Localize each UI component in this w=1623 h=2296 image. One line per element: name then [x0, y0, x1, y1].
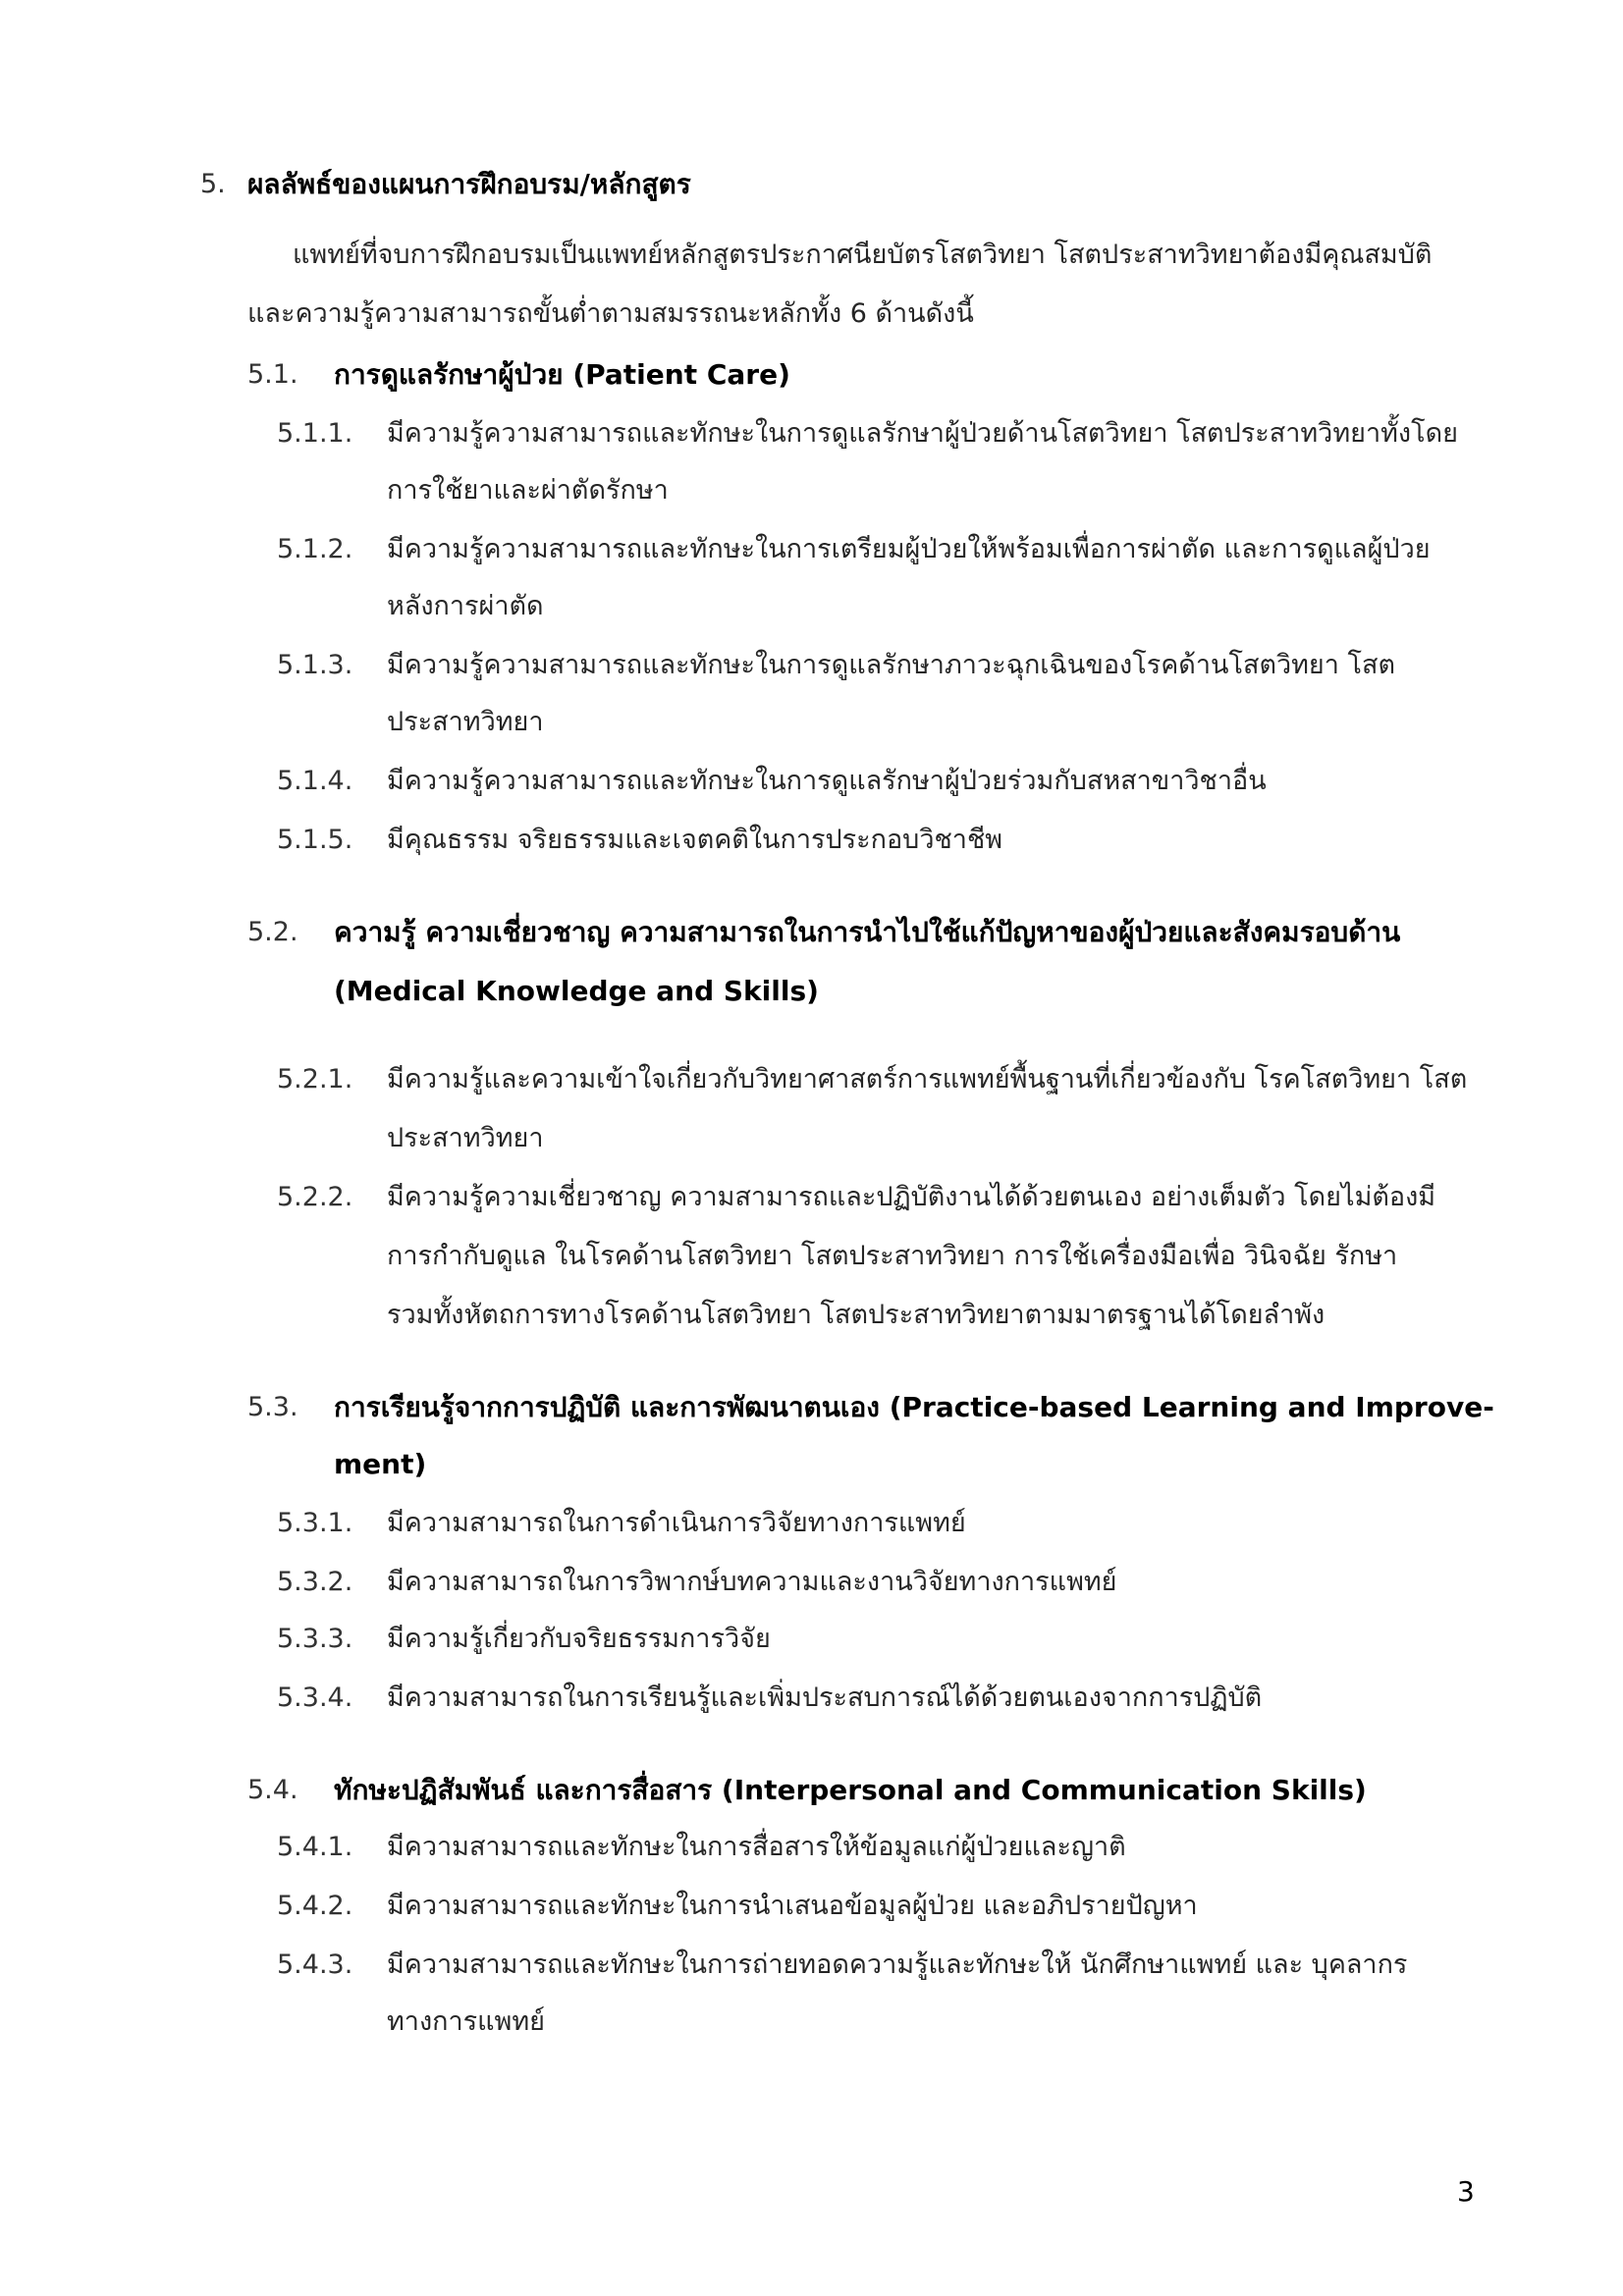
- item-5-1-3-number: 5.1.3.: [277, 650, 353, 680]
- item-5-1-1-text: มีความรู้ความสามารถและทักษะในการดูแลรักษาผู้ป่วยด้านโสตวิทยา โสตประสาทวิทยาทั้งโดย: [387, 418, 1458, 449]
- item-5-1-2-text: มีความรู้ความสามารถและทักษะในการเตรียมผู้ป่วยให้พร้อมเพื่อการผ่าตัด และการดูแลผู้ป่วย: [387, 534, 1431, 564]
- subsection-5-1-title: การดูแลรักษาผู้ป่วย (Patient Care): [334, 358, 790, 391]
- subsection-5-2-title-cont: (Medical Knowledge and Skills): [334, 975, 819, 1007]
- section-title: ผลลัพธ์ของแผนการฝึกอบรม/หลักสูตร: [247, 168, 691, 200]
- item-5-3-1-number: 5.3.1.: [277, 1508, 353, 1538]
- item-5-1-4-text: มีความรู้ความสามารถและทักษะในการดูแลรักษาผู้ป่วยร่วมกับสหสาขาวิชาอื่น: [387, 766, 1267, 796]
- item-5-2-1-text: มีความรู้และความเข้าใจเกี่ยวกับวิทยาศาสตร์การแพทย์พื้นฐานที่เกี่ยวข้องกับ โรคโสตวิทยา โสต: [387, 1064, 1468, 1095]
- item-5-4-3-text-cont: ทางการแพทย์: [387, 2006, 545, 2037]
- item-5-2-1-number: 5.2.1.: [277, 1064, 353, 1095]
- item-5-1-1-number: 5.1.1.: [277, 418, 353, 449]
- intro-paragraph-line-1: แพทย์ที่จบการฝึกอบรมเป็นแพทย์หลักสูตรประกาศนียบัตรโสตวิทยา โสตประสาทวิทยาต้องมีคุณสมบัติ: [293, 240, 1433, 270]
- item-5-1-2-text-cont: หลังการผ่าตัด: [387, 591, 544, 621]
- item-5-3-4-text: มีความสามารถในการเรียนรู้และเพิ่มประสบการณ์ได้ด้วยตนเองจากการปฏิบัติ: [387, 1682, 1263, 1713]
- subsection-5-1-number: 5.1.: [247, 359, 298, 390]
- item-5-4-3-number: 5.4.3.: [277, 1949, 353, 1980]
- subsection-5-4-title: ทักษะปฏิสัมพันธ์ และการสื่อสาร (Interpersonal and Communication Skills): [334, 1774, 1367, 1806]
- item-5-2-2-number: 5.2.2.: [277, 1182, 353, 1212]
- subsection-5-4-number: 5.4.: [247, 1775, 298, 1805]
- item-5-3-1-text: มีความสามารถในการดำเนินการวิจัยทางการแพทย์: [387, 1508, 966, 1538]
- item-5-3-2-text: มีความสามารถในการวิพากษ์บทความและงานวิจัยทางการแพทย์: [387, 1567, 1117, 1597]
- item-5-3-4-number: 5.3.4.: [277, 1682, 353, 1713]
- item-5-2-2-text-cont: การกำกับดูแล ในโรคด้านโสตวิทยา โสตประสาทวิทยา การใช้เครื่องมือเพื่อ วินิจฉัย รักษา: [387, 1241, 1398, 1271]
- item-5-3-2-number: 5.3.2.: [277, 1567, 353, 1597]
- item-5-3-3-text: มีความรู้เกี่ยวกับจริยธรรมการวิจัย: [387, 1624, 771, 1654]
- item-5-2-2-text: มีความรู้ความเชี่ยวชาญ ความสามารถและปฏิบัติงานได้ด้วยตนเอง อย่างเต็มตัว โดยไม่ต้องมี: [387, 1182, 1436, 1212]
- subsection-5-3-title: การเรียนรู้จากการปฏิบัติ และการพัฒนาตนเอง (Practice-based Learning and Improve-: [334, 1391, 1494, 1423]
- item-5-4-3-text: มีความสามารถและทักษะในการถ่ายทอดความรู้และทักษะให้ นักศึกษาแพทย์ และ บุคลากร: [387, 1949, 1408, 1980]
- subsection-5-3-number: 5.3.: [247, 1392, 298, 1422]
- page-number: 3: [1457, 2175, 1475, 2208]
- section-number: 5.: [200, 169, 226, 199]
- item-5-4-1-number: 5.4.1.: [277, 1832, 353, 1862]
- item-5-1-3-text: มีความรู้ความสามารถและทักษะในการดูแลรักษาภาวะฉุกเฉินของโรคด้านโสตวิทยา โสต: [387, 650, 1396, 680]
- intro-paragraph-line-2: และความรู้ความสามารถขั้นต่ำตามสมรรถนะหลักทั้ง 6 ด้านดังนี้: [247, 298, 974, 329]
- subsection-5-2-number: 5.2.: [247, 917, 298, 947]
- item-5-4-2-number: 5.4.2.: [277, 1891, 353, 1921]
- item-5-1-1-text-cont: การใช้ยาและผ่าตัดรักษา: [387, 475, 669, 506]
- item-5-3-3-number: 5.3.3.: [277, 1624, 353, 1654]
- subsection-5-3-title-cont: ment): [334, 1448, 427, 1480]
- item-5-1-2-number: 5.1.2.: [277, 534, 353, 564]
- item-5-2-2-text-cont-2: รวมทั้งหัตถการทางโรคด้านโสตวิทยา โสตประสาทวิทยาตามมาตรฐานได้โดยลำพัง: [387, 1300, 1325, 1330]
- item-5-1-5-text: มีคุณธรรม จริยธรรมและเจตคติในการประกอบวิชาชีพ: [387, 825, 1003, 855]
- item-5-1-3-text-cont: ประสาทวิทยา: [387, 707, 544, 737]
- item-5-4-1-text: มีความสามารถและทักษะในการสื่อสารให้ข้อมูลแก่ผู้ป่วยและญาติ: [387, 1832, 1126, 1862]
- item-5-4-2-text: มีความสามารถและทักษะในการนำเสนอข้อมูลผู้ป่วย และอภิปรายปัญหา: [387, 1891, 1198, 1921]
- item-5-1-5-number: 5.1.5.: [277, 825, 353, 855]
- subsection-5-2-title: ความรู้ ความเชี่ยวชาญ ความสามารถในการนำไปใช้แก้ปัญหาของผู้ป่วยและสังคมรอบด้าน: [334, 916, 1401, 948]
- item-5-1-4-number: 5.1.4.: [277, 766, 353, 796]
- item-5-2-1-text-cont: ประสาทวิทยา: [387, 1123, 544, 1153]
